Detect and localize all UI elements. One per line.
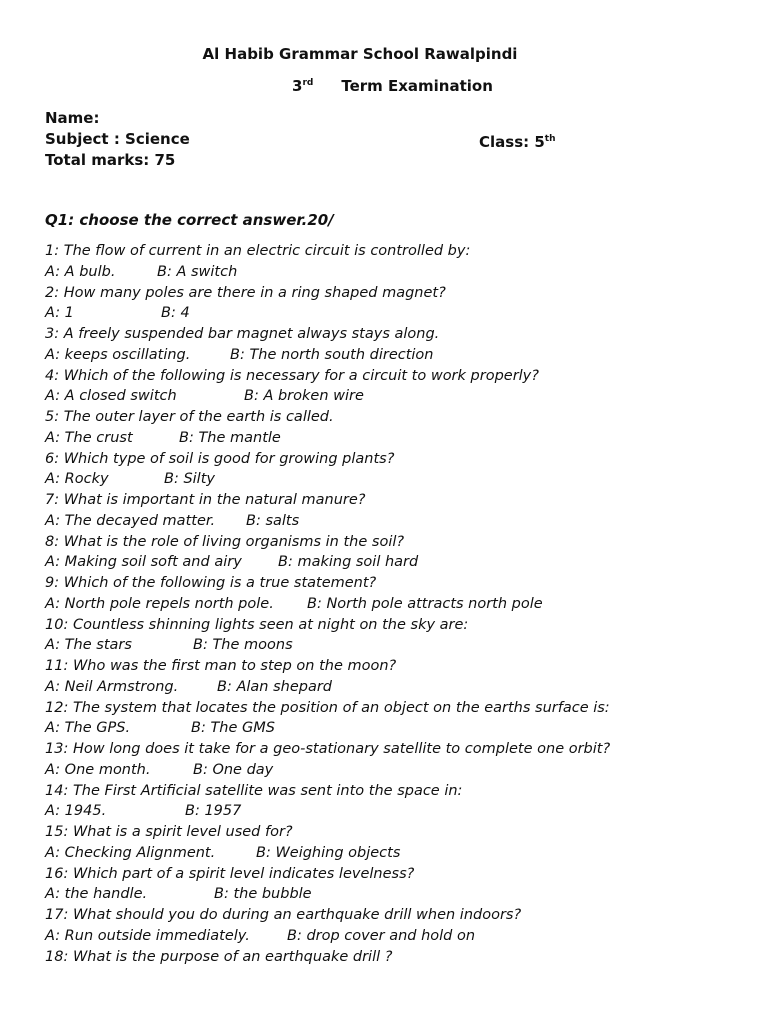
- option-a: A: The crust: [45, 429, 133, 446]
- option-b: B: The GMS: [191, 720, 275, 737]
- option-b: B: 1957: [185, 803, 242, 820]
- school-name: Al Habib Grammar School Rawalpindi: [202, 45, 518, 63]
- question-text: 6: Which type of soil is good for growing plants?: [45, 450, 395, 467]
- answer-options: [45, 635, 745, 656]
- option-b: B: drop cover and hold on: [287, 927, 476, 944]
- option-a: A: A bulb.: [45, 263, 116, 280]
- option-a: A: 1: [45, 305, 74, 322]
- question-text: 18: What is the purpose of an earthquake drill ?: [45, 948, 393, 965]
- answer-options: [45, 303, 745, 324]
- student-info: [45, 108, 190, 171]
- option-b: B: 4: [161, 305, 190, 322]
- option-a: A: Rocky: [45, 471, 109, 488]
- option-a: A: North pole repels north pole.: [45, 595, 274, 612]
- option-a: A: The stars: [45, 637, 132, 654]
- answer-options: [45, 262, 745, 283]
- question-text: 7: What is important in the natural manure?: [45, 492, 366, 508]
- answer-options: [45, 594, 745, 615]
- section-heading: Q1: choose the correct answer.20/: [45, 211, 334, 229]
- question-text: 4: Which of the following is necessary for a circuit to work properly?: [45, 367, 539, 384]
- option-b: B: Silty: [164, 471, 215, 488]
- option-a: A: One month.: [45, 761, 151, 778]
- option-b: B: the bubble: [214, 886, 312, 903]
- option-a: A: Neil Armstrong.: [45, 678, 179, 695]
- option-a: A: 1945.: [45, 803, 107, 820]
- question-text: 16: Which part of a spirit level indicates levelness?: [45, 865, 415, 882]
- option-b: B: Weighing objects: [256, 844, 401, 861]
- question-text: 1: The flow of current in an electric circuit is controlled by:: [45, 243, 471, 259]
- question-text: 11: Who was the first man to step on the moon?: [45, 658, 397, 674]
- answer-options: [45, 345, 745, 366]
- option-b: B: Alan shepard: [217, 678, 332, 695]
- name-label: Name:: [45, 109, 100, 127]
- option-b: B: A switch: [157, 263, 238, 280]
- question-text: 3: A freely suspended bar magnet always stays along.: [45, 326, 440, 342]
- answer-options: [45, 677, 745, 698]
- option-a: A: Making soil soft and airy: [45, 554, 242, 571]
- option-b: B: One day: [193, 761, 274, 778]
- term-number: 3rd: [292, 77, 314, 95]
- option-a: A: The decayed matter.: [45, 512, 216, 529]
- option-b: B: The north south direction: [230, 346, 434, 363]
- option-a: A: Checking Alignment.: [45, 844, 216, 861]
- subject-label: Subject : Science: [45, 130, 190, 148]
- answer-options: [45, 511, 745, 532]
- answer-options: [45, 428, 745, 449]
- term-heading: [292, 77, 493, 95]
- total-marks-label: Total marks: 75: [45, 151, 176, 169]
- question-text: 9: Which of the following is a true statement?: [45, 575, 377, 591]
- term-suffix: rd: [302, 78, 314, 88]
- answer-options: [45, 760, 745, 781]
- class-suffix: th: [544, 134, 556, 144]
- option-b: B: salts: [246, 512, 300, 529]
- option-a: A: keeps oscillating.: [45, 346, 191, 363]
- question-text: 17: What should you do during an earthquake drill when indoors?: [45, 907, 522, 923]
- question-text: 5: The outer layer of the earth is called.: [45, 409, 334, 425]
- answer-options: [45, 718, 745, 739]
- option-b: B: making soil hard: [278, 554, 419, 571]
- question-text: 8: What is the role of living organisms in the soil?: [45, 533, 405, 550]
- answer-options: [45, 843, 745, 864]
- answer-options: [45, 552, 745, 573]
- question-list: [45, 241, 745, 967]
- option-b: B: A broken wire: [244, 388, 364, 405]
- question-text: 10: Countless shinning lights seen at night on the sky are:: [45, 616, 469, 633]
- option-a: A: the handle.: [45, 886, 148, 903]
- option-a: A: Run outside immediately.: [45, 927, 250, 944]
- option-b: B: The mantle: [179, 429, 281, 446]
- answer-options: [45, 386, 745, 407]
- option-a: A: A closed switch: [45, 388, 177, 405]
- question-text: 12: The system that locates the position of an object on the earths surface is:: [45, 699, 610, 716]
- question-text: 13: How long does it take for a geo-stationary satellite to complete one orbit?: [45, 741, 611, 757]
- answer-options: [45, 469, 745, 490]
- question-text: 15: What is a spirit level used for?: [45, 824, 293, 840]
- option-b: B: North pole attracts north pole: [307, 595, 543, 612]
- question-text: 14: The First Artificial satellite was sent into the space in:: [45, 782, 463, 799]
- option-b: B: The moons: [193, 637, 293, 654]
- class-label: Class: 5th: [479, 133, 556, 151]
- answer-options: [45, 801, 745, 822]
- answer-options: [45, 884, 745, 905]
- answer-options: [45, 926, 745, 947]
- term-label: Term Examination: [341, 77, 493, 95]
- question-text: 2: How many poles are there in a ring shaped magnet?: [45, 284, 446, 301]
- option-a: A: The GPS.: [45, 720, 131, 737]
